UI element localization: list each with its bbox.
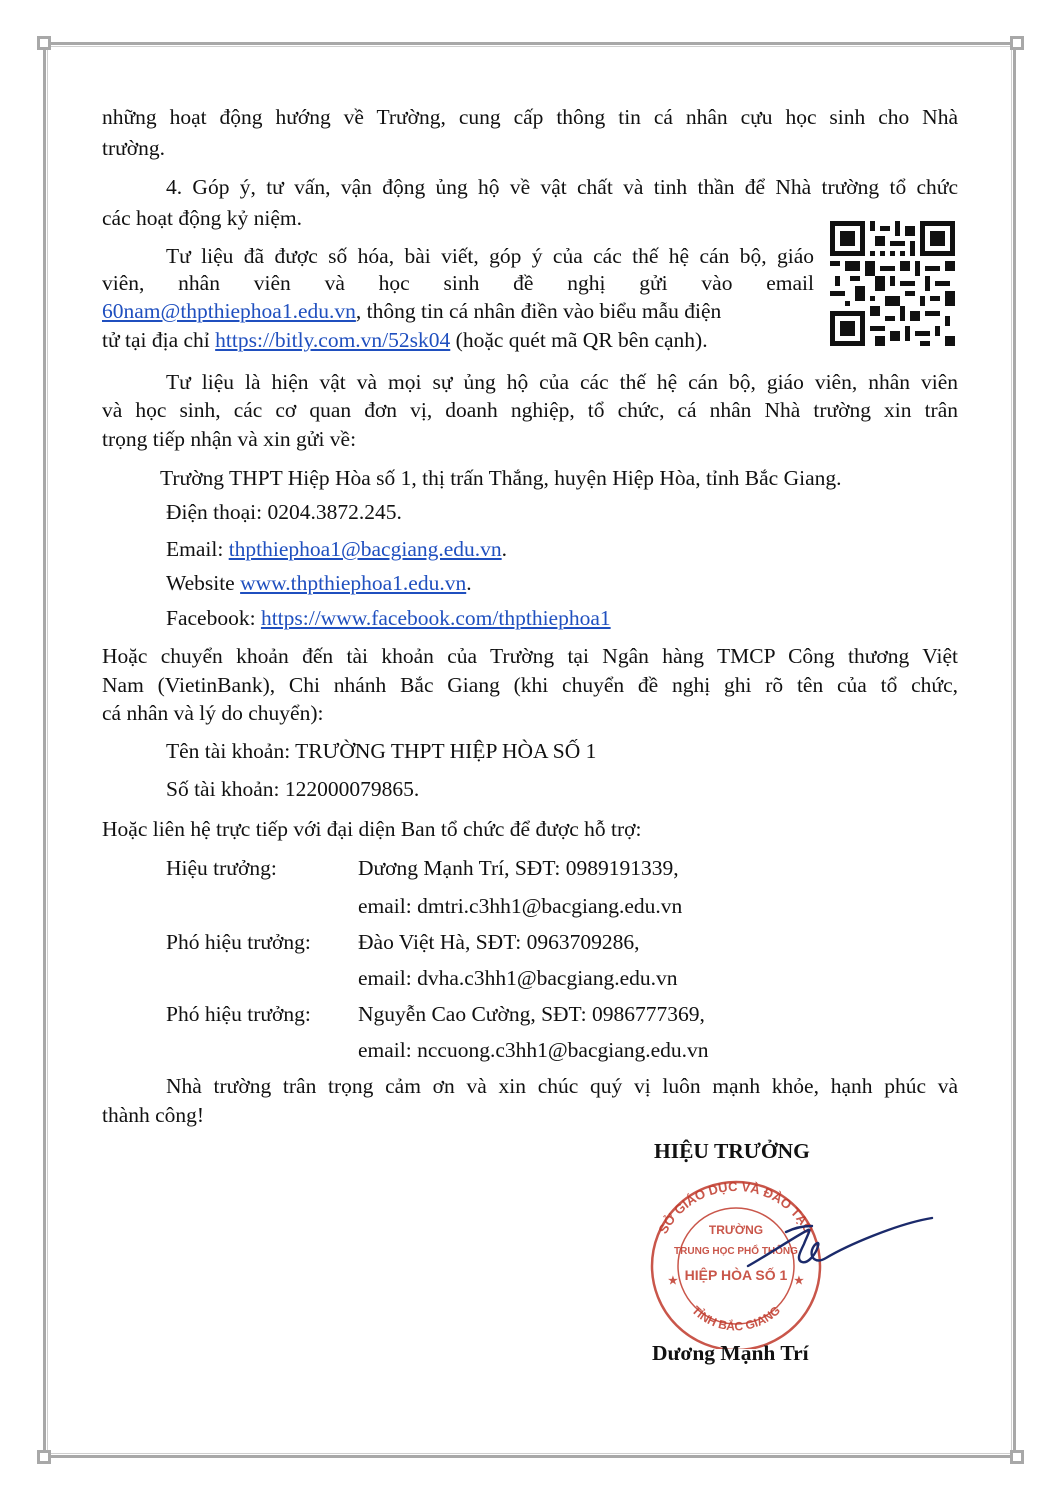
paragraph-line xyxy=(102,325,708,355)
paragraph-line: những hoạt động hướng về Trường, cung cấp thông tin cá nhân cựu học sinh cho Nhà xyxy=(102,105,958,129)
paragraph-line: Tư liệu đã được số hóa, bài viết, góp ý của các thế hệ cán bộ, giáo xyxy=(166,244,814,268)
paragraph-line: cá nhân và lý do chuyển): xyxy=(102,701,324,725)
submission-email-link[interactable]: 60nam@thpthiephoa1.edu.vn xyxy=(102,299,356,323)
qr-code-icon[interactable] xyxy=(830,221,955,346)
paragraph-line: các hoạt động kỷ niệm. xyxy=(102,206,303,230)
paragraph-line: trọng tiếp nhận và xin gửi về: xyxy=(102,427,357,451)
text-span: tử tại địa chỉ xyxy=(102,328,216,352)
rep-email: email: dmtri.c3hh1@bacgiang.edu.vn xyxy=(358,894,683,918)
border-corner xyxy=(37,1450,51,1464)
paragraph-line: Hoặc chuyển khoản đến tài khoản của Trường tại Ngân hàng TMCP Công thương Việt xyxy=(102,644,958,668)
representatives-intro: Hoặc liên hệ trực tiếp với đại diện Ban tổ chức để được hỗ trợ: xyxy=(102,817,642,841)
account-name: Tên tài khoản: TRƯỜNG THPT HIỆP HÒA SỐ 1 xyxy=(166,739,597,763)
text-span: . xyxy=(466,571,472,595)
paragraph-line: và học sinh, các cơ quan đơn vị, doanh nghiệp, tổ chức, cá nhân Nhà trường xin trân xyxy=(102,398,958,422)
form-url-link[interactable]: https://bitly.com.vn/52sk04 xyxy=(215,328,451,352)
account-number: Số tài khoản: 122000079865. xyxy=(166,777,420,801)
border-corner xyxy=(1010,1450,1024,1464)
border-corner xyxy=(1010,36,1024,50)
paragraph-line: 4. Góp ý, tư vấn, vận động ủng hộ về vật chất và tinh thần để Nhà trường tổ chức xyxy=(166,175,958,199)
school-website-line xyxy=(166,568,472,598)
rep-role: Phó hiệu trưởng: xyxy=(166,1002,311,1026)
paragraph-line: Nhà trường trân trọng cảm ơn và xin chúc quý vị luôn mạnh khỏe, hạnh phúc và xyxy=(166,1074,958,1098)
school-facebook-link[interactable]: https://www.facebook.com/thpthiephoa1 xyxy=(260,606,611,630)
school-email-link[interactable]: thpthiephoa1@bacgiang.edu.vn xyxy=(228,537,502,561)
label: Email: xyxy=(166,537,229,561)
school-phone: Điện thoại: 0204.3872.245. xyxy=(166,500,402,524)
svg-text:★: ★ xyxy=(668,1275,678,1287)
signature-ink xyxy=(748,1218,932,1266)
rep-email: email: nccuong.c3hh1@bacgiang.edu.vn xyxy=(358,1038,709,1062)
rep-info: Nguyễn Cao Cường, SĐT: 0986777369, xyxy=(358,1002,705,1026)
rep-info: Dương Mạnh Trí, SĐT: 0989191339, xyxy=(358,856,679,880)
rep-email: email: dvha.c3hh1@bacgiang.edu.vn xyxy=(358,966,678,990)
paragraph-line xyxy=(102,296,721,326)
signatory-name: Dương Mạnh Trí xyxy=(652,1341,809,1365)
text-span: . xyxy=(501,537,508,561)
signature-title: HIỆU TRƯỞNG xyxy=(654,1139,810,1163)
rep-role: Phó hiệu trưởng: xyxy=(166,930,311,954)
paragraph-line: viên, nhân viên và học sinh đề nghị gửi vào email xyxy=(102,271,814,295)
seal-line1: TRƯỜNG xyxy=(708,1223,764,1237)
seal-line3: HIỆP HÒA SỐ 1 xyxy=(684,1267,788,1283)
paragraph-line: trường. xyxy=(102,136,166,160)
text-span: , thông tin cá nhân điền vào biểu mẫu điện xyxy=(355,299,722,323)
rep-info: Đào Việt Hà, SĐT: 0963709286, xyxy=(358,930,640,954)
school-email-line xyxy=(166,534,507,564)
paragraph-line: Nam (VietinBank), Chi nhánh Bắc Giang (khi chuyển đề nghị ghi rõ tên của tổ chức, xyxy=(102,673,958,697)
school-address: Trường THPT Hiệp Hòa số 1, thị trấn Thắng, huyện Hiệp Hòa, tỉnh Bắc Giang. xyxy=(160,466,842,490)
seal-outer-bottom-text: TỈNH BẮC GIANG xyxy=(689,1303,783,1334)
label: Website xyxy=(166,571,241,595)
seal-outer-top-text: SỞ GIÁO DỤC VÀ ĐÀO TẠO xyxy=(655,1178,817,1237)
rep-role: Hiệu trưởng: xyxy=(166,856,277,880)
school-website-link[interactable]: www.thpthiephoa1.edu.vn xyxy=(240,571,467,595)
school-seal-stamp xyxy=(636,1174,936,1349)
seal-line2: TRUNG HỌC PHỔ THÔNG xyxy=(674,1246,798,1257)
svg-text:★: ★ xyxy=(794,1275,804,1287)
text-span: (hoặc quét mã QR bên cạnh). xyxy=(450,328,708,352)
border-corner xyxy=(37,36,51,50)
paragraph-line: thành công! xyxy=(102,1103,205,1127)
svg-text:TỈNH BẮC GIANG xyxy=(689,1303,783,1333)
school-facebook-line xyxy=(166,603,611,633)
label: Facebook: xyxy=(166,606,261,630)
paragraph-line: Tư liệu là hiện vật và mọi sự ủng hộ của các thế hệ cán bộ, giáo viên, nhân viên xyxy=(166,370,958,394)
